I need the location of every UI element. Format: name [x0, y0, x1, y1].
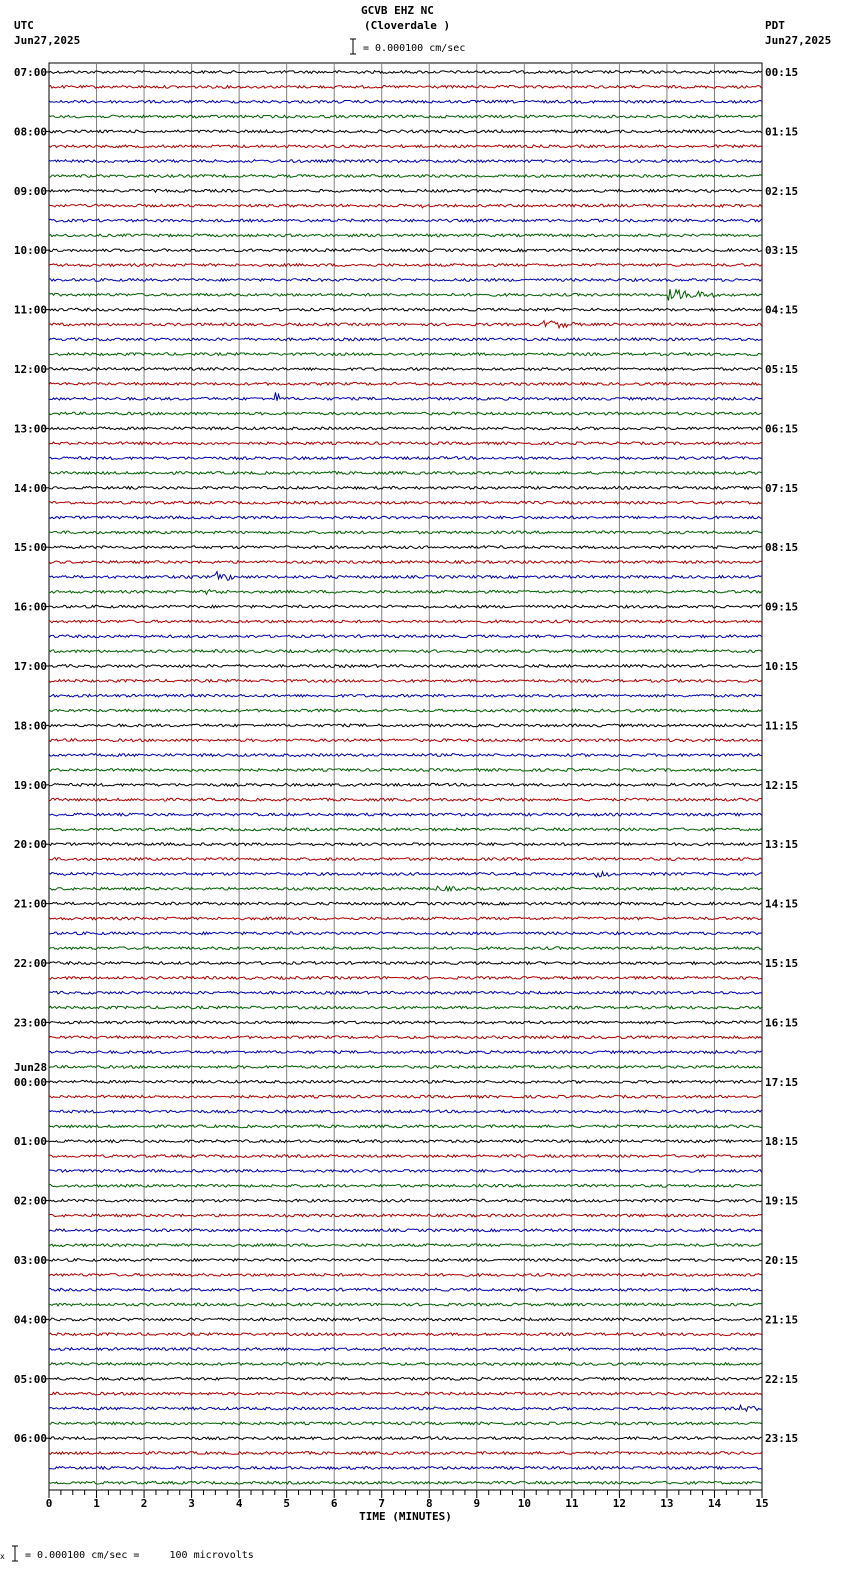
left-date: Jun27,2025 [14, 34, 81, 47]
trace-row-84 [49, 1318, 762, 1321]
trace-row-3 [49, 115, 762, 118]
left-timezone: UTC [14, 19, 34, 32]
trace-row-1 [49, 86, 762, 89]
corner-mark: x [0, 1552, 5, 1561]
pdt-hour-label: 17:15 [765, 1075, 799, 1089]
x-axis-label: TIME (MINUTES) [359, 1510, 452, 1523]
trace-row-61 [49, 977, 762, 980]
utc-hour-label: 22:00 [13, 957, 47, 970]
trace-row-29 [49, 501, 762, 504]
trace-row-91 [49, 1422, 762, 1425]
utc-hour-label: 19:00 [13, 778, 47, 792]
trace-row-73 [49, 1155, 762, 1158]
trace-row-4 [49, 130, 762, 133]
utc-date-change-label: Jun28 [14, 1060, 48, 1074]
x-tick-label: 5 [283, 1497, 290, 1510]
utc-hour-label: 08:00 [13, 125, 47, 139]
trace-row-18 [49, 338, 762, 341]
trace-row-26 [49, 457, 762, 460]
trace-row-70 [49, 1110, 762, 1113]
trace-row-14 [49, 279, 762, 282]
pdt-hour-label: 21:15 [765, 1313, 799, 1327]
utc-hour-label: 11:00 [13, 303, 47, 317]
trace-row-20 [49, 368, 762, 371]
trace-row-0 [49, 71, 762, 74]
trace-row-47 [49, 769, 762, 772]
trace-row-10 [49, 219, 762, 222]
trace-row-35 [49, 590, 762, 595]
trace-row-41 [49, 680, 762, 683]
pdt-hour-label: 01:15 [765, 125, 799, 139]
x-tick-label: 8 [425, 1497, 433, 1510]
utc-hour-label: 17:00 [13, 660, 47, 673]
pdt-hour-label: 16:15 [765, 1016, 799, 1030]
trace-row-74 [49, 1170, 762, 1173]
utc-hour-label: 10:00 [13, 244, 47, 258]
trace-row-49 [49, 798, 762, 801]
station-location: (Cloverdale ) [364, 19, 451, 32]
pdt-hour-label: 05:15 [765, 363, 799, 376]
pdt-hour-label: 23:15 [765, 1432, 799, 1446]
pdt-hour-label: 20:15 [765, 1254, 799, 1267]
trace-row-69 [49, 1095, 762, 1098]
trace-row-93 [49, 1452, 762, 1455]
trace-row-51 [49, 828, 762, 831]
utc-hour-label: 03:00 [13, 1254, 47, 1267]
trace-row-86 [49, 1348, 762, 1351]
trace-row-39 [49, 650, 762, 653]
utc-hour-label: 06:00 [13, 1432, 47, 1446]
utc-hour-label: 15:00 [13, 541, 47, 555]
trace-row-59 [49, 947, 762, 950]
pdt-hour-label: 12:15 [765, 778, 799, 792]
pdt-hour-label: 09:15 [765, 600, 799, 614]
pdt-hour-label: 22:15 [765, 1372, 799, 1386]
utc-hour-label: 01:00 [13, 1135, 47, 1149]
utc-hour-label: 02:00 [13, 1194, 47, 1208]
trace-row-67 [49, 1066, 762, 1069]
trace-row-95 [49, 1481, 762, 1484]
trace-row-11 [49, 234, 762, 237]
pdt-hour-label: 13:15 [765, 838, 799, 852]
trace-row-37 [49, 620, 762, 623]
scale-text: = 0.000100 cm/sec [363, 43, 466, 54]
utc-hour-label: 23:00 [13, 1016, 47, 1030]
x-tick-label: 14 [707, 1497, 722, 1510]
pdt-hour-label: 15:15 [765, 957, 799, 970]
trace-row-76 [49, 1199, 762, 1202]
trace-row-54 [49, 872, 762, 878]
trace-row-64 [49, 1021, 762, 1024]
trace-row-43 [49, 709, 762, 712]
trace-row-5 [49, 145, 762, 148]
trace-row-28 [49, 486, 762, 489]
x-tick-label: 2 [140, 1497, 148, 1510]
pdt-hour-label: 08:15 [765, 541, 799, 555]
trace-row-90 [49, 1405, 762, 1411]
pdt-hour-label: 07:15 [765, 481, 799, 495]
footer-scale-bar-icon [10, 1545, 20, 1563]
utc-hour-label: 14:00 [13, 481, 47, 495]
utc-hour-label: 00:00 [13, 1075, 47, 1089]
trace-row-68 [49, 1080, 762, 1083]
trace-row-21 [49, 383, 762, 386]
trace-row-58 [49, 932, 762, 935]
trace-row-92 [49, 1437, 762, 1440]
pdt-hour-label: 06:15 [765, 422, 799, 436]
utc-hour-label: 21:00 [13, 897, 47, 911]
trace-row-63 [49, 1006, 762, 1009]
trace-row-2 [49, 100, 762, 103]
trace-row-15 [49, 289, 762, 301]
trace-row-52 [49, 843, 762, 846]
utc-hour-label: 12:00 [13, 363, 47, 376]
x-tick-label: 10 [517, 1497, 531, 1510]
trace-row-48 [49, 783, 762, 786]
pdt-hour-label: 14:15 [765, 897, 799, 911]
scale-bar-icon [347, 38, 359, 56]
trace-row-16 [49, 308, 762, 311]
trace-row-9 [49, 204, 762, 208]
trace-row-80 [49, 1259, 762, 1262]
pdt-hour-label: 03:15 [765, 244, 799, 258]
utc-hour-label: 04:00 [13, 1313, 47, 1327]
trace-row-13 [49, 264, 762, 267]
trace-row-33 [49, 561, 762, 564]
trace-row-75 [49, 1184, 762, 1187]
x-tick-label: 11 [565, 1497, 579, 1510]
trace-row-88 [49, 1377, 762, 1380]
trace-row-22 [49, 392, 762, 400]
trace-row-42 [49, 694, 762, 697]
trace-row-19 [49, 353, 762, 356]
trace-row-53 [49, 858, 762, 861]
x-tick-label: 3 [188, 1497, 195, 1510]
trace-row-82 [49, 1288, 762, 1291]
right-timezone: PDT [765, 19, 785, 32]
trace-row-81 [49, 1274, 762, 1277]
x-tick-label: 1 [93, 1497, 100, 1510]
pdt-hour-label: 02:15 [765, 184, 799, 198]
pdt-hour-label: 04:15 [765, 303, 799, 317]
station-title: GCVB EHZ NC [361, 4, 434, 17]
trace-row-8 [49, 189, 762, 192]
trace-row-87 [49, 1363, 762, 1366]
x-tick-label: 15 [755, 1497, 769, 1510]
pdt-hour-label: 19:15 [765, 1194, 799, 1208]
trace-row-55 [49, 886, 762, 891]
utc-hour-label: 09:00 [13, 184, 47, 198]
trace-row-66 [49, 1051, 762, 1054]
trace-row-46 [49, 754, 762, 757]
utc-hour-label: 07:00 [13, 66, 47, 79]
footer-scale-text: = 0.000100 cm/sec = 100 microvolts [25, 1550, 254, 1561]
utc-hour-label: 05:00 [13, 1372, 47, 1386]
trace-row-34 [49, 572, 762, 581]
trace-row-94 [49, 1467, 762, 1470]
pdt-hour-label: 11:15 [765, 719, 799, 733]
trace-row-79 [49, 1244, 762, 1247]
trace-row-65 [49, 1036, 762, 1039]
trace-row-36 [49, 605, 762, 608]
trace-row-44 [49, 724, 762, 727]
trace-row-57 [49, 917, 762, 920]
trace-row-23 [49, 412, 762, 415]
x-tick-label: 9 [473, 1497, 481, 1510]
utc-hour-label: 16:00 [13, 600, 47, 614]
trace-row-45 [49, 739, 762, 742]
trace-row-83 [49, 1303, 762, 1306]
trace-row-56 [49, 902, 762, 905]
trace-row-30 [49, 516, 762, 519]
trace-row-62 [49, 991, 762, 994]
pdt-hour-label: 18:15 [765, 1135, 799, 1149]
trace-row-7 [49, 175, 762, 178]
trace-row-24 [49, 427, 762, 430]
pdt-hour-label: 10:15 [765, 660, 799, 673]
trace-row-78 [49, 1229, 762, 1232]
trace-row-40 [49, 665, 762, 668]
trace-row-32 [49, 546, 762, 549]
trace-row-17 [49, 321, 762, 328]
trace-row-71 [49, 1125, 762, 1128]
trace-row-50 [49, 813, 762, 816]
trace-row-27 [49, 472, 762, 475]
trace-row-72 [49, 1140, 762, 1143]
x-tick-label: 12 [612, 1497, 627, 1510]
trace-row-89 [49, 1392, 762, 1395]
trace-row-12 [49, 249, 762, 252]
x-tick-label: 4 [235, 1497, 243, 1510]
trace-row-31 [49, 531, 762, 534]
trace-row-60 [49, 962, 762, 965]
trace-row-77 [49, 1214, 762, 1217]
utc-hour-label: 20:00 [13, 838, 47, 852]
x-tick-label: 6 [330, 1497, 338, 1510]
x-tick-label: 0 [45, 1497, 53, 1510]
trace-row-38 [49, 635, 762, 638]
utc-hour-label: 13:00 [13, 422, 47, 436]
utc-hour-label: 18:00 [13, 719, 47, 733]
right-date: Jun27,2025 [765, 34, 832, 47]
trace-row-6 [49, 160, 762, 163]
x-tick-label: 13 [660, 1497, 674, 1510]
trace-row-25 [49, 442, 762, 445]
x-tick-label: 7 [378, 1497, 386, 1510]
pdt-hour-label: 00:15 [765, 66, 799, 79]
trace-row-85 [49, 1333, 762, 1336]
